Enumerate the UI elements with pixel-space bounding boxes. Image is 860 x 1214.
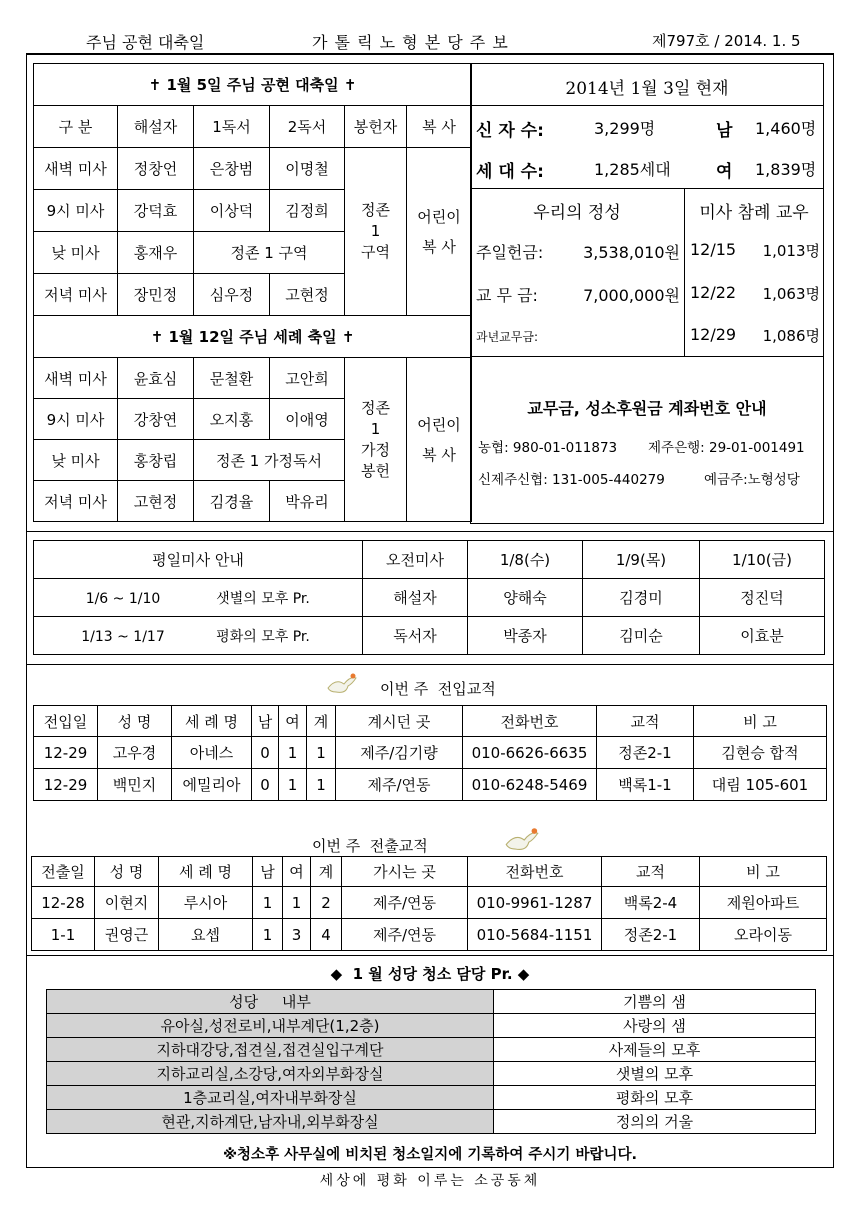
table-cell: 제주/연동 (336, 769, 463, 801)
female-count: 1,839명 (755, 160, 817, 179)
table-cell: 4 (311, 919, 342, 951)
weekday-person: 양해숙 (468, 579, 583, 617)
cleaning-title: ◆ 1 월 성당 청소 담당 Pr. ◆ (330, 965, 530, 983)
table-col-header: 전화번호 (463, 706, 597, 737)
weekday-period (34, 579, 363, 617)
table-col-header: 교적 (602, 857, 700, 887)
role-person: 문철환 (194, 358, 270, 399)
table-cell: 제원아파트 (700, 887, 827, 919)
cleaning-group: 사제들의 모후 (494, 1038, 816, 1062)
issue-number: 제797호 / 2014. 1. 5 (652, 32, 801, 50)
role-person: 이애영 (270, 399, 345, 440)
account-line: 제주은행: 29-01-001491 (648, 440, 805, 456)
table-cell: 1 (283, 887, 311, 919)
table-cell: 010-9961-1287 (468, 887, 602, 919)
table-col-header: 전입일 (34, 706, 98, 737)
col-header: 1독서 (194, 106, 270, 148)
hline (470, 356, 824, 357)
table-cell: 백록2-4 (602, 887, 700, 919)
table-col-header: 전화번호 (468, 857, 602, 887)
jan12-title: ✝ 1월 12일 주님 세례 축일 ✝ (34, 316, 472, 358)
role-person: 윤효심 (118, 358, 194, 399)
col-header: 해설자 (118, 106, 194, 148)
offer-line: 1 (370, 419, 381, 438)
col-header: 2독서 (270, 106, 345, 148)
table-col-header: 남 (252, 706, 279, 737)
cleaning-area: 지하대강당,접견실,접견실입구계단 (47, 1038, 494, 1062)
table-col-header: 가시는 곳 (342, 857, 468, 887)
table-cell: 1 (253, 919, 283, 951)
weekday-col: 1/8(수) (468, 541, 583, 579)
cleaning-group: 평화의 모후 (494, 1086, 816, 1110)
role-person: 고안희 (270, 358, 345, 399)
table-cell: 김현승 합적 (694, 737, 827, 769)
table-cell: 루시아 (159, 887, 253, 919)
table-cell: 에밀리아 (172, 769, 252, 801)
cleaning-area: 지하교리실,소강당,여자외부화장실 (47, 1062, 494, 1086)
section-divider (26, 955, 834, 956)
dove-icon (504, 826, 540, 858)
table-cell: 백록1-1 (597, 769, 694, 801)
table-col-header: 계시던 곳 (336, 706, 463, 737)
offertory-group (345, 358, 407, 522)
households-label: 세 대 수: (476, 162, 544, 182)
table-cell: 0 (252, 737, 279, 769)
cleaning-note: ※청소후 사무실에 비치된 청소일지에 기록하여 주시기 바랍니다. (222, 1147, 638, 1163)
weekday-person: 이효분 (700, 617, 825, 655)
server-line: 어린이 (417, 207, 461, 226)
table-col-header: 비 고 (700, 857, 827, 887)
cleaning-group: 샛별의 모후 (494, 1062, 816, 1086)
weekday-col: 1/10(금) (700, 541, 825, 579)
weekday-role: 독서자 (363, 617, 468, 655)
header-feast: 주님 공현 대축일 (86, 33, 205, 52)
table-cell: 권영근 (95, 919, 159, 951)
table-cell: 010-6248-5469 (463, 769, 597, 801)
cleaning-area: 1층교리실,여자내부화장실 (47, 1086, 494, 1110)
table-col-header: 여 (279, 706, 307, 737)
mass-name: 새벽 미사 (34, 148, 118, 190)
table-cell: 12-29 (34, 737, 98, 769)
table-cell: 정존2-1 (602, 919, 700, 951)
attend-count: 1,086명 (762, 327, 820, 345)
weekday-person: 김미순 (583, 617, 700, 655)
role-person: 은창범 (194, 148, 270, 190)
table-cell: 2 (311, 887, 342, 919)
offer-line: 1 (370, 222, 381, 240)
hline (470, 188, 824, 189)
table-col-header: 성 명 (98, 706, 172, 737)
cleaning-group: 기쁨의 샘 (494, 990, 816, 1014)
table-cell: 010-6626-6635 (463, 737, 597, 769)
cleaning-group: 사랑의 샘 (494, 1014, 816, 1038)
header-rule (26, 53, 834, 55)
section-divider (26, 664, 834, 665)
mass-name: 새벽 미사 (34, 358, 118, 399)
table-cell: 백민지 (98, 769, 172, 801)
table-col-header: 세 례 명 (172, 706, 252, 737)
offer-line: 정존 (361, 201, 390, 219)
table-cell: 이현지 (95, 887, 159, 919)
table-cell: 12-28 (32, 887, 95, 919)
weekday-title: 평일미사 안내 (34, 541, 363, 579)
cleaning-area: 현관,지하계단,남자내,외부화장실 (47, 1110, 494, 1134)
mass-roles-table (33, 63, 472, 522)
period-dates: 1/6 ~ 1/10 (85, 590, 161, 607)
attend-count: 1,013명 (762, 242, 820, 260)
table-cell: 오라이동 (700, 919, 827, 951)
table-col-header: 여 (283, 857, 311, 887)
table-cell: 대림 105-601 (694, 769, 827, 801)
account-line: 신제주신협: 131-005-440279 (478, 472, 665, 488)
role-person: 홍창립 (118, 440, 194, 481)
table-col-header: 비 고 (694, 706, 827, 737)
role-person: 심우정 (194, 274, 270, 316)
mass-name: 낮 미사 (34, 440, 118, 481)
weekday-col: 오전미사 (363, 541, 468, 579)
cleaning-group: 정의의 거울 (494, 1110, 816, 1134)
weekday-person: 박종자 (468, 617, 583, 655)
period-group: 샛별의 모후 Pr. (216, 590, 310, 607)
offer-line: 정존 (361, 398, 390, 417)
attend-count: 1,063명 (762, 285, 820, 303)
mass-name: 낮 미사 (34, 232, 118, 274)
dove-icon (326, 672, 358, 700)
attend-date: 12/29 (690, 325, 737, 344)
role-group: 정존 1 구역 (194, 232, 345, 274)
cleaning-area: 성당 내부 (47, 990, 494, 1014)
role-person: 김경율 (194, 481, 270, 522)
section-divider (26, 531, 834, 532)
role-person: 오지홍 (194, 399, 270, 440)
male-count: 1,460명 (755, 119, 817, 138)
past-label: 과년교무금: (476, 330, 539, 344)
male-label: 남 (716, 121, 733, 141)
table-cell: 1 (279, 737, 307, 769)
transfer-out-title: 이번 주 전출교적 (312, 837, 428, 855)
offer-line: 가정 (361, 440, 390, 459)
sunday-label: 주일헌금: (476, 243, 544, 262)
weekday-person: 정진덕 (700, 579, 825, 617)
account-line: 농협: 980-01-011873 (478, 440, 618, 456)
server-line: 복 사 (422, 445, 456, 464)
table-cell: 제주/연동 (342, 887, 468, 919)
believers-count: 3,299명 (594, 119, 656, 138)
mass-name: 저녁 미사 (34, 274, 118, 316)
table-col-header: 계 (311, 857, 342, 887)
table-cell: 3 (283, 919, 311, 951)
attend-date: 12/22 (690, 283, 737, 302)
weekday-mass-table (33, 540, 825, 655)
households-count: 1,285세대 (594, 160, 671, 179)
due-label: 교 무 금: (476, 286, 538, 305)
account-title: 교무금, 성소후원금 계좌번호 안내 (527, 399, 767, 418)
table-cell: 아네스 (172, 737, 252, 769)
hline (470, 105, 824, 106)
altar-server-group (407, 358, 472, 522)
col-header: 구 분 (34, 106, 118, 148)
role-group: 정존 1 가정독서 (194, 440, 345, 481)
role-person: 고현정 (270, 274, 345, 316)
role-person: 장민정 (118, 274, 194, 316)
footer-slogan: 세상에 평화 이루는 소공동체 (319, 1173, 541, 1189)
transfer-out-table (31, 856, 827, 951)
role-person: 김정희 (270, 190, 345, 232)
table-cell: 12-29 (34, 769, 98, 801)
server-line: 어린이 (417, 415, 461, 434)
table-cell: 0 (252, 769, 279, 801)
mass-name: 9시 미사 (34, 190, 118, 232)
table-cell: 고우경 (98, 737, 172, 769)
role-person: 홍재우 (118, 232, 194, 274)
mass-name: 9시 미사 (34, 399, 118, 440)
period-dates: 1/13 ~ 1/17 (81, 628, 165, 645)
account-line: 예금주:노형성당 (704, 472, 800, 488)
table-cell: 1-1 (32, 919, 95, 951)
role-person: 이상덕 (194, 190, 270, 232)
attendance-title: 미사 참례 교우 (699, 203, 809, 223)
role-person: 박유리 (270, 481, 345, 522)
table-cell: 제주/김기량 (336, 737, 463, 769)
transfer-in-table (33, 705, 827, 801)
role-person: 고현정 (118, 481, 194, 522)
due-amount: 7,000,000원 (583, 286, 680, 305)
table-cell: 1 (307, 737, 336, 769)
believers-label: 신 자 수: (476, 121, 544, 141)
table-col-header: 계 (307, 706, 336, 737)
col-header: 봉헌자 (345, 106, 407, 148)
table-cell: 제주/연동 (342, 919, 468, 951)
table-cell: 1 (307, 769, 336, 801)
bulletin-title: 가 톨 릭 노 형 본 당 주 보 (312, 33, 509, 52)
weekday-col: 1/9(목) (583, 541, 700, 579)
table-col-header: 교적 (597, 706, 694, 737)
role-person: 이명철 (270, 148, 345, 190)
table-col-header: 남 (253, 857, 283, 887)
attend-date: 12/15 (690, 240, 737, 259)
female-label: 여 (716, 162, 733, 182)
table-cell: 1 (279, 769, 307, 801)
table-cell: 요셉 (159, 919, 253, 951)
table-col-header: 세 례 명 (159, 857, 253, 887)
offertory-group (345, 148, 407, 316)
role-person: 강덕효 (118, 190, 194, 232)
weekday-period (34, 617, 363, 655)
role-person: 정창언 (118, 148, 194, 190)
table-col-header: 성 명 (95, 857, 159, 887)
jan5-title: ✝ 1월 5일 주님 공현 대축일 ✝ (34, 64, 472, 106)
role-person: 강창연 (118, 399, 194, 440)
mass-name: 저녁 미사 (34, 481, 118, 522)
offering-title: 우리의 정성 (533, 203, 621, 223)
period-group: 평화의 모후 Pr. (216, 628, 310, 645)
server-line: 복 사 (422, 237, 456, 256)
cleaning-table (46, 989, 816, 1134)
table-cell: 010-5684-1151 (468, 919, 602, 951)
table-cell: 정존2-1 (597, 737, 694, 769)
weekday-person: 김경미 (583, 579, 700, 617)
col-header: 복 사 (407, 106, 472, 148)
cleaning-area: 유아실,성전로비,내부계단(1,2층) (47, 1014, 494, 1038)
stats-date: 2014년 1월 3일 현재 (565, 79, 729, 99)
offer-line: 구역 (361, 243, 390, 261)
sunday-amount: 3,538,010원 (583, 243, 680, 262)
table-col-header: 전출일 (32, 857, 95, 887)
transfer-in-title: 이번 주 전입교적 (380, 680, 496, 698)
table-cell: 1 (253, 887, 283, 919)
offer-line: 봉헌 (361, 461, 390, 480)
altar-server-group (407, 148, 472, 316)
weekday-role: 해설자 (363, 579, 468, 617)
